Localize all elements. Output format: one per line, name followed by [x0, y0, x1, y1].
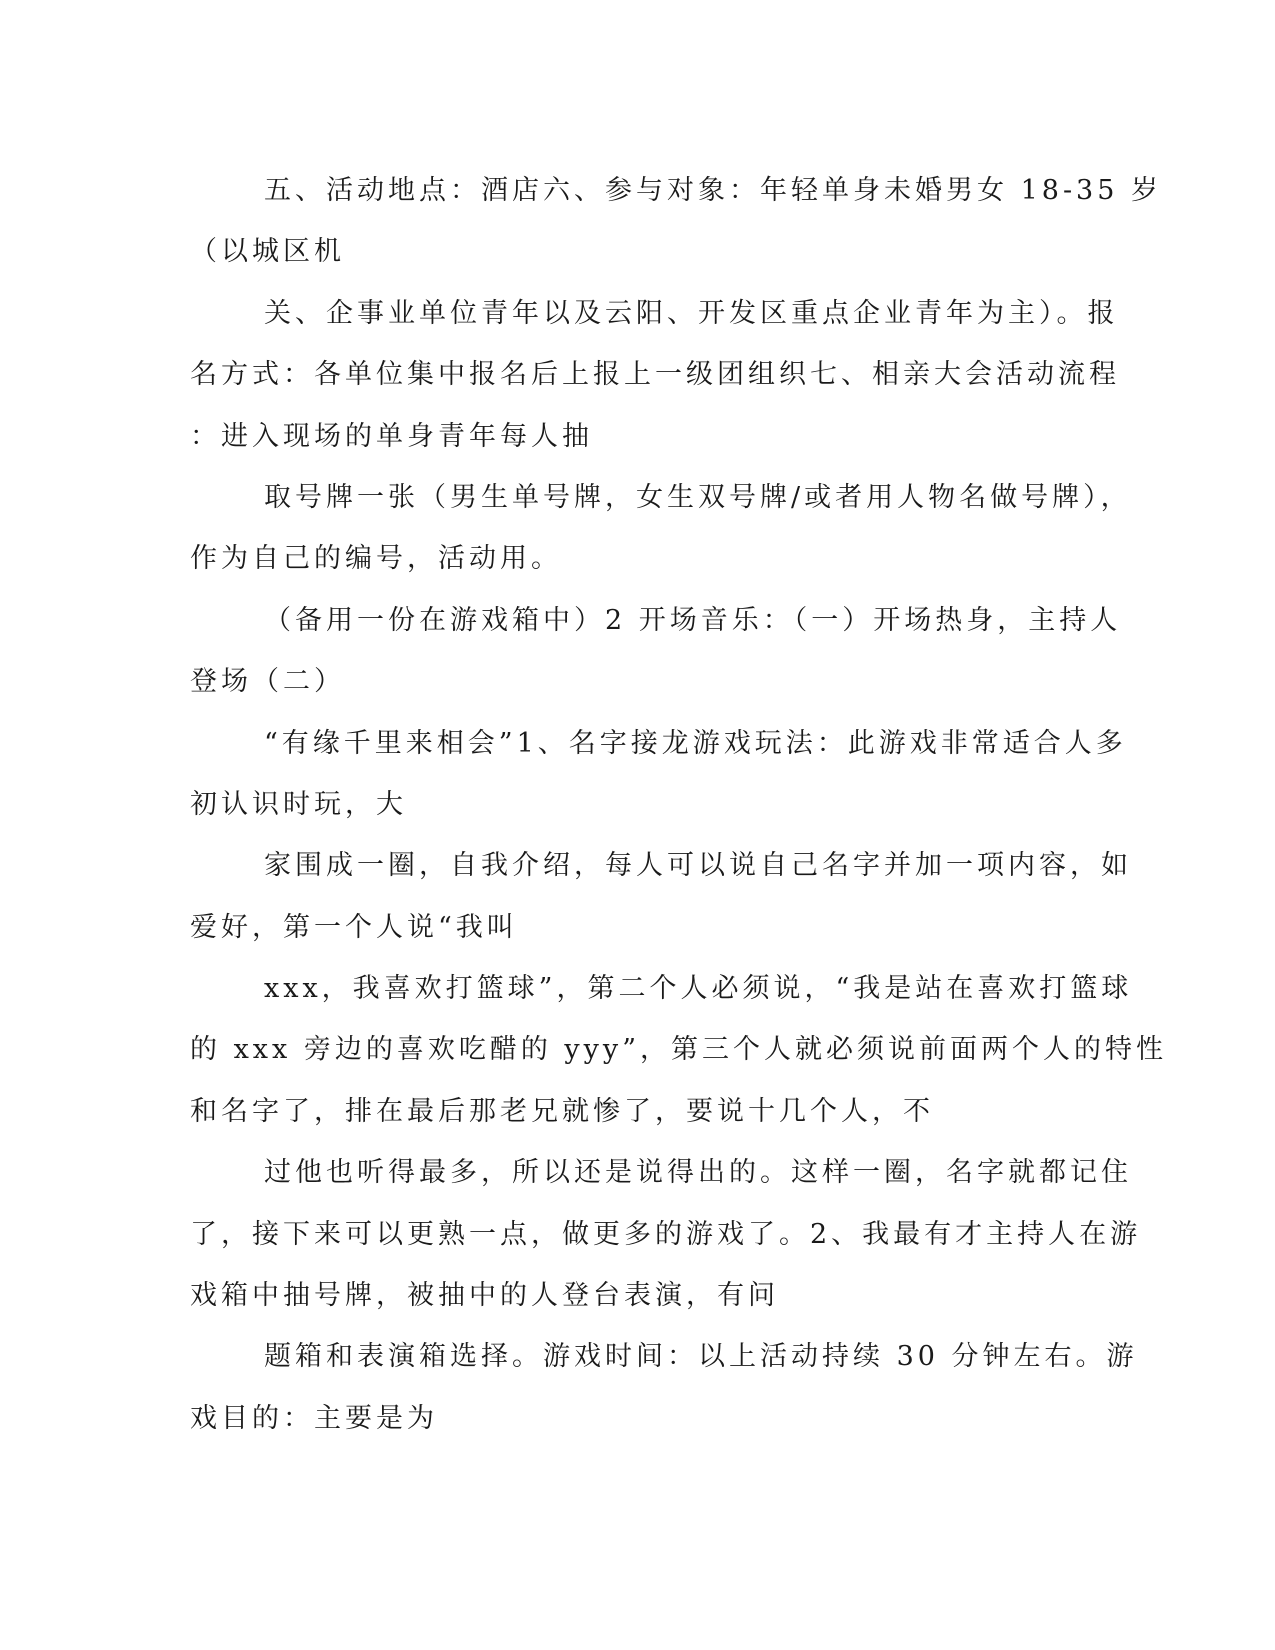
text-line: 戏箱中抽号牌，被抽中的人登台表演，有问: [190, 1280, 779, 1312]
text-line: 题箱和表演箱选择。游戏时间：以上活动持续 30 分钟左右。游: [264, 1341, 1138, 1373]
text-line: 初认识时玩，大: [190, 788, 407, 820]
text-line: “有缘千里来相会”1、名字接龙游戏玩法：此游戏非常适合人多: [264, 727, 1127, 759]
text-line: （以城区机: [190, 236, 345, 268]
text-line: （备用一份在游戏箱中）2 开场音乐：（一）开场热身，主持人: [264, 604, 1122, 636]
text-line: 作为自己的编号，活动用。: [190, 543, 562, 575]
text-line: 取号牌一张（男生单号牌，女生双号牌/或者用人物名做号牌），: [264, 481, 1132, 513]
text-line: ：进入现场的单身青年每人抽: [190, 420, 593, 452]
text-line: 关、企事业单位青年以及云阳、开发区重点企业青年为主）。报: [264, 297, 1119, 329]
text-line: 了，接下来可以更熟一点，做更多的游戏了。2、我最有才主持人在游: [190, 1218, 1142, 1250]
document-body: [190, 160, 1167, 1449]
text-line: 家围成一圈，自我介绍，每人可以说自己名字并加一项内容，如: [264, 850, 1132, 882]
text-line: 过他也听得最多，所以还是说得出的。这样一圈，名字就都记住: [264, 1157, 1132, 1189]
text-line: 名方式：各单位集中报名后上报上一级团组织七、相亲大会活动流程: [190, 359, 1120, 391]
text-line: 戏目的：主要是为: [190, 1402, 438, 1434]
text-line: 和名字了，排在最后那老兄就惨了，要说十几个人，不: [190, 1095, 934, 1127]
text-line: 五、活动地点：酒店六、参与对象：年轻单身未婚男女 18-35 岁: [264, 175, 1162, 206]
text-line: 爱好，第一个人说“我叫: [190, 911, 518, 943]
text-line: xxx，我喜欢打篮球”，第二个人必须说，“我是站在喜欢打篮球: [264, 973, 1133, 1005]
text-line: 登场（二）: [190, 666, 345, 698]
text-line: 的 xxx 旁边的喜欢吃醋的 yyy”，第三个人就必须说前面两个人的特性: [190, 1034, 1167, 1066]
